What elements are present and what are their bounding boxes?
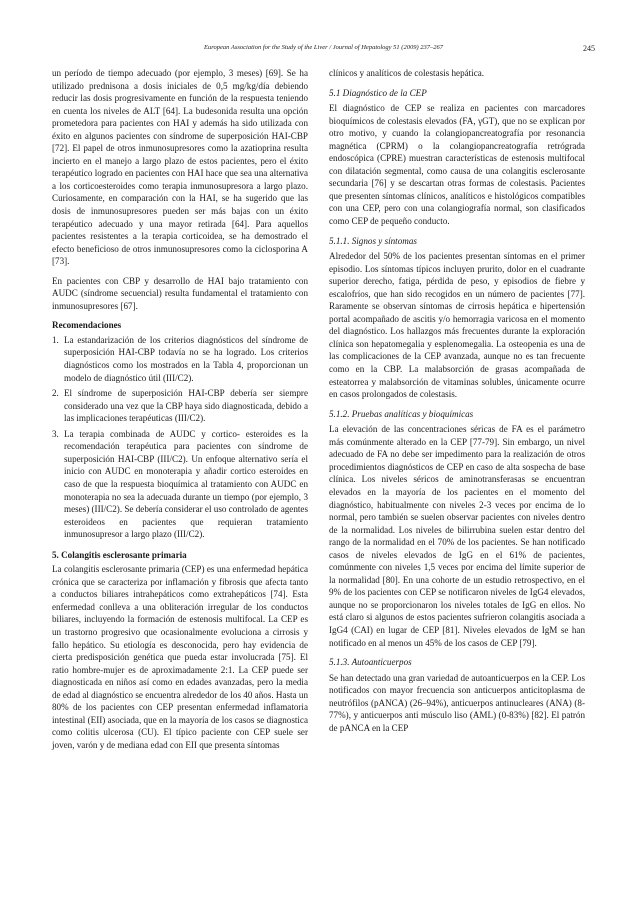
paragraph: un período de tiempo adecuado (por ejemplo, 3 meses) [69]. Se ha utilizado prednisona a dosis iniciales de 0,5 mg/kg/día debiendo reducir las dosis progresivamente en función de la respuesta teniendo en cuenta los niveles de ALT [64]. La budesonida resulta una opción prometedora para pacientes con HAI y además ha sido utilizada con éxito en algunos pacientes con síndrome de superposición HAI-CBP [72]. El papel de otros inmunosupresores como la azatioprina resulta incierto en el manejo a largo plazo de estos pacientes, pero el éxito terapéutico logrado en pacientes con HAI hace que sea una alternativa a los corticoesteroides como terapia inmunosupresora a largo plazo. Curiosamente, en comparación con la HAI, se ha sugerido que las dosis de inmunosupresores pueden ser más bajas con un éxito terapéutico adecuado y una mayor retirada [64]. Para aquellos pacientes resistentes a la terapia corticoidea, se ha demostrado el efecto beneficioso de otros inmunosupresores como la ciclosporina A [73]. xyxy=(52,68,308,267)
subsection-heading: 5.1.1. Signos y síntomas xyxy=(329,235,417,246)
list-item xyxy=(52,387,308,425)
list-item-text: El síndrome de superposición HAI-CBP debería ser siempre considerado una vez que la CBP haya sido diagnosticada, debido a las implicaciones terapéuticas (III/C2). xyxy=(64,388,308,424)
journal-citation: European Association for the Study of the Liver / Journal of Hepatology 51 (2009) 237–267 xyxy=(203,44,444,51)
list-item-text: La estandarización de los criterios diagnósticos del síndrome de superposición HAI-CBP todavía no se ha logrado. Los criterios diagnósticos como los mostrados en la Tabla 4, proporcionan un modelo de diagnóstico útil (III/C2). xyxy=(64,334,308,383)
list-item-text: La terapia combinada de AUDC y cortico- esteroides es la recomendación terapéutica para pacientes con síndrome de superposición HAI-CBP (III/C2). Un enfoque alternativo sería el inicio con AUDC en monoterapia y añadir cortico esteroides en caso de que la respuesta bioquímica al tratamiento con AUDC en monoterapia no sea la adecuada durante un tiempo (por ejemplo, 3 meses) (III/C2). Se debería considerar el uso controlado de agentes esteroideos en pacientes que requieran tratamiento inmunosupresor a largo plazo (III/C2). xyxy=(64,428,308,540)
paragraph: En pacientes con CBP y desarrollo de HAI bajo tratamiento con AUDC (síndrome secuencial) resulta fundamental el tratamiento con inmunosupresores [67]. xyxy=(52,275,308,311)
section-heading-recommendations: Recomendaciones xyxy=(52,320,122,331)
section-heading-cep: 5. Colangitis esclerosante primaria xyxy=(52,549,187,560)
list-item xyxy=(52,428,308,541)
subsection-heading: 5.1.2. Pruebas analíticas y bioquímicas xyxy=(329,408,474,419)
list-number: 2. xyxy=(52,388,59,399)
paragraph: La elevación de las concentraciones séricas de FA es el parámetro más comúnmente alterado en la CEP [77-79]. Sin embargo, un nivel adecuado de FA no debe ser impedimento para la realización de otros procedimientos diagnósticos de CEP en caso de alta sospecha de base clínica. Los niveles séricos de aminotransferasas se encuentran elevados en la mayoría de los pacientes en el momento del diagnóstico, habitualmente con niveles 2-3 veces por encima de lo normal, pero también se suelen observar pacientes con niveles dentro de la normalidad. Los niveles de bilirrubina suelen estar dentro del rango de la normalidad en el 70% de los pacientes. Se han notificado casos de niveles elevados de IgG en el 61% de pacientes, comúnmente con niveles 1,5 veces por encima del límite superior de la normalidad [80]. En una cohorte de un estudio retrospectivo, en el 9% de los pacientes con CEP se notificaron niveles de IgG4 elevados, aunque no se proporcionaron los niveles totales de IgG en ellos. No está claro si algunos de estos pacientes sufrieron colangitis asociada a IgG4 (CAI) en lugar de CEP [81]. Niveles elevados de IgM se han notificado en al menos un 45% de los casos de CEP [79]. xyxy=(329,424,585,648)
paragraph: La colangitis esclerosante primaria (CEP) es una enfermedad hepática crónica que se caracteriza por inflamación y fibrosis que afecta tanto a conductos biliares intrahepáticos como extrahepáticos [74]. Esta enfermedad conlleva a una obliteración irregular de los conductos biliares, incluyendo la formación de estenosis multifocal. La CEP es un trastorno progresivo que ocasionalmente evoluciona a cirrosis y fallo hepático. Su etiología es desconocida, pero hay evidencia de cierta predisposición genética que pueda estar involucrada [75]. El ratio hombre-mujer es de aproximadamente 2:1. La CEP puede ser diagnosticada en niños así como en edades avanzadas, pero la media de edad al diagnóstico se encuentra alrededor de los 40 años. Hasta un 80% de los pacientes con CEP presentan enfermedad inflamatoria intestinal (EII) asociada, que en la mayoría de los casos se diagnostica como colitis ulcerosa (CU). El típico paciente con CEP suele ser joven, varón y de mediana edad con EII que presenta síntomas xyxy=(52,564,308,750)
running-header xyxy=(52,44,595,56)
page-number: 245 xyxy=(583,44,595,53)
left-column xyxy=(52,67,308,758)
recommendations-list xyxy=(52,334,308,541)
subsection-heading: 5.1 Diagnóstico de la CEP xyxy=(329,87,427,98)
paragraph: Alrededor del 50% de los pacientes presentan síntomas en el primer episodio. Los síntomas típicos incluyen prurito, dolor en el cuadrante superior derecho, fatiga, pérdida de peso, y episodios de fiebre y escalofríos, que han sido recogidos en un número de pacientes [77]. Raramente se observan síntomas de cirrosis hepática e hipertensión portal acompañado de ascitis y/o hemorragia varicosa en el momento del diagnóstico. Los hallazgos más frecuentes durante la exploración clínica son hepatomegalia y esplenomegalia. La osteopenia es una de las complicaciones de la CEP avanzada, aunque no es tan frecuente como en la CBP. La malabsorción de grasas acompañada de esteatorrea y malabsorción de vitaminas solubles, únicamente ocurre en casos prolongados de colestasis. xyxy=(329,251,585,400)
right-column xyxy=(329,67,585,741)
paragraph: clínicos y analíticos de colestasis hepática. xyxy=(329,68,485,78)
list-item xyxy=(52,334,308,384)
paragraph: Se han detectado una gran variedad de autoanticuerpos en la CEP. Los notificados con mayor frecuencia son anticuerpos anticitoplasma de neutrófilos (pANCA) (26–94%), anticuerpos antinucleares (ANA) (8-77%), y anticuerpos anti músculo liso (AML) (0-83%) [82]. El patrón de pANCA en la CEP xyxy=(329,672,585,733)
paragraph: El diagnóstico de CEP se realiza en pacientes con marcadores bioquímicos de colestasis elevados (FA, γGT), que no se explican por otro motivo, y cuando la colangiopancreatografía por resonancia magnética (CPRM) o la colangiopancreatografía retrógrada endoscópica (CPRE) muestran características de estenosis multifocal con dilatación segmental, como causa de una colangitis esclerosante secundaria [76] y se descartan otras formas de colestasis. Pacientes que presenten síntomas clínicos, analíticos e histológicos compatibles con una CEP, pero con una colangiografía normal, son clasificados como CEP de pequeño conducto. xyxy=(329,103,585,227)
subsection-heading: 5.1.3. Autoanticuerpos xyxy=(329,657,412,668)
list-number: 1. xyxy=(52,334,59,345)
list-number: 3. xyxy=(52,428,59,439)
